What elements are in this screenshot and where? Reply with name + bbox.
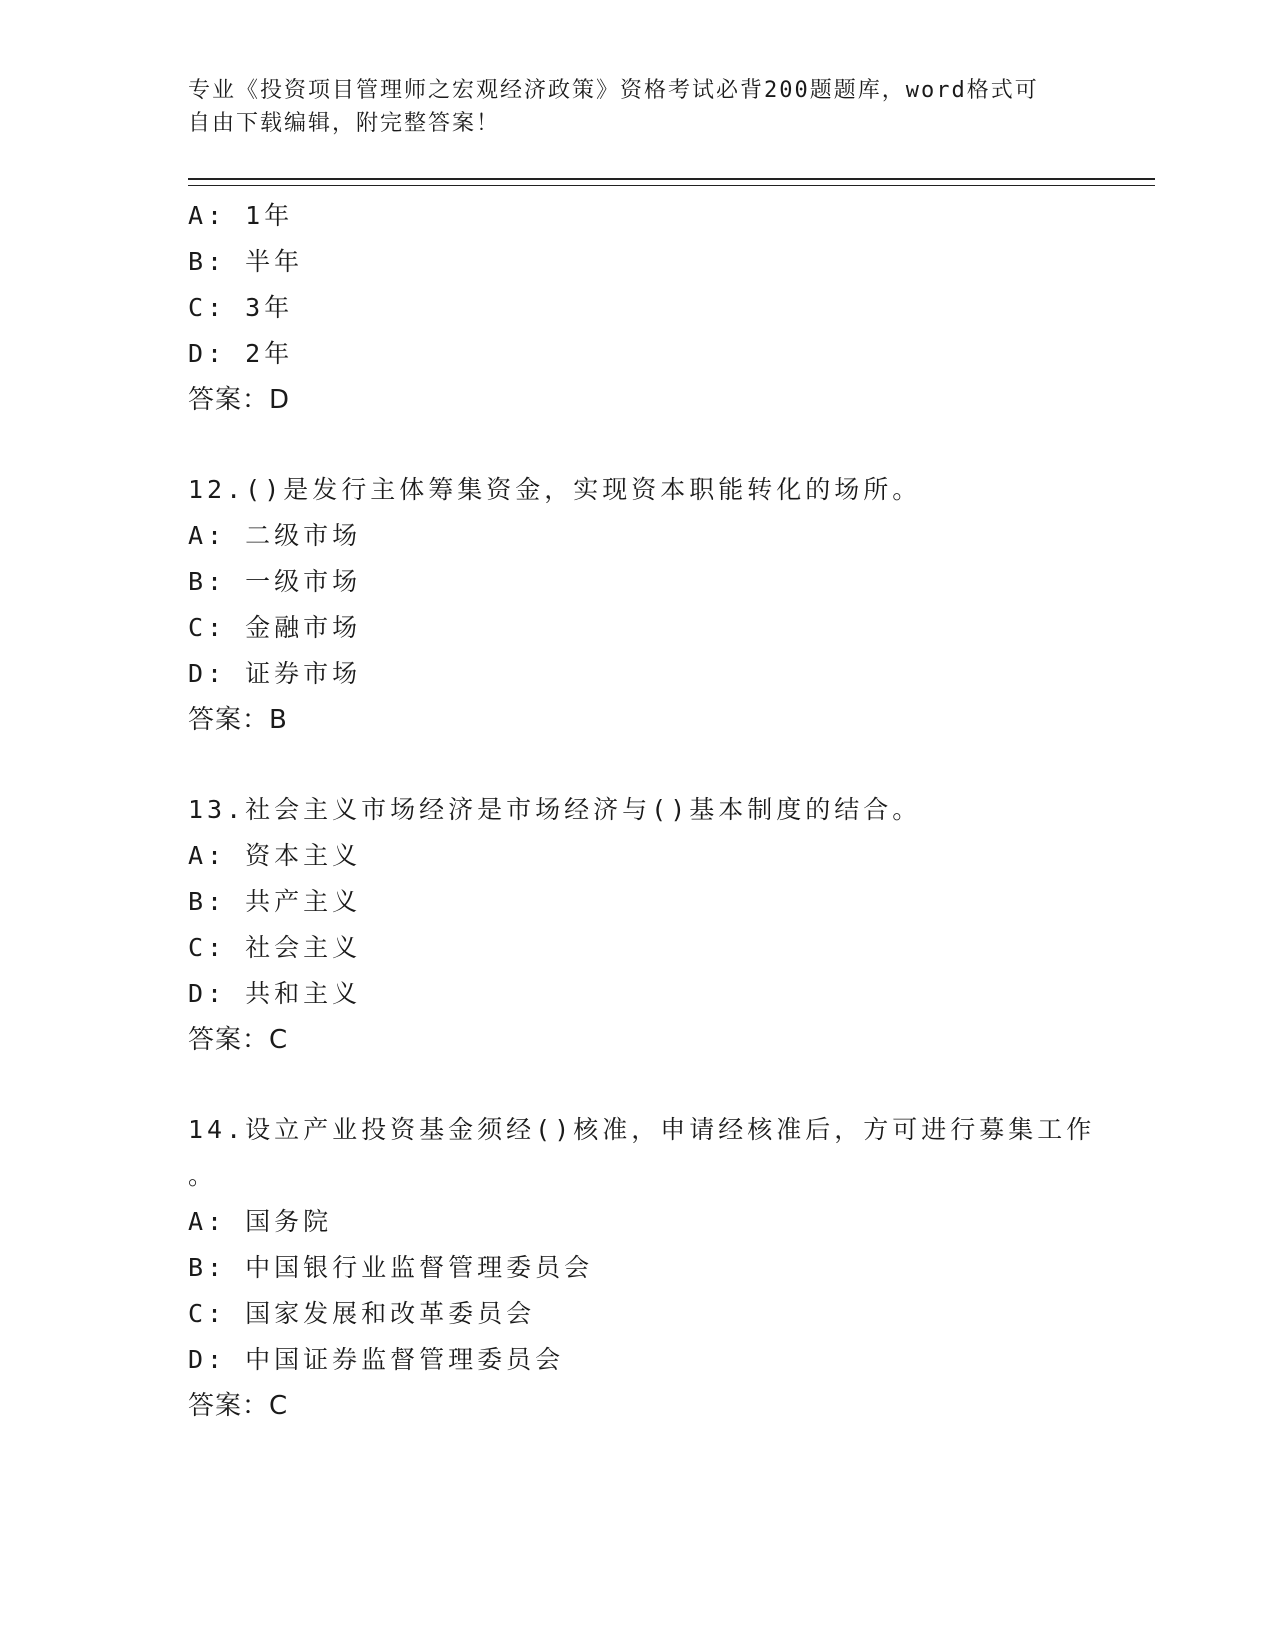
block-spacer bbox=[188, 1063, 1088, 1107]
question-block-12 bbox=[188, 467, 1088, 743]
option-c: C: 3年 bbox=[188, 293, 294, 322]
option-a: A: 1年 bbox=[188, 201, 294, 230]
header-line-1: 专业《投资项目管理师之宏观经济政策》资格考试必背200题题库，word格式可 bbox=[188, 78, 1039, 103]
option-c: C: 社会主义 bbox=[188, 933, 362, 962]
question-list bbox=[188, 193, 1096, 1429]
question-text-line-2: 。 bbox=[188, 1161, 218, 1190]
question-text: 13.社会主义市场经济是市场经济与()基本制度的结合。 bbox=[188, 795, 922, 824]
option-a: A: 国务院 bbox=[188, 1207, 333, 1236]
document-header bbox=[188, 74, 1068, 140]
option-b: B: 半年 bbox=[188, 247, 304, 276]
question-block-13 bbox=[188, 787, 1088, 1063]
option-b: B: 一级市场 bbox=[188, 567, 362, 596]
header-divider bbox=[188, 178, 1155, 186]
question-block-14 bbox=[188, 1107, 1096, 1429]
option-d: D: 2年 bbox=[188, 339, 294, 368]
answer-line: 答案：C bbox=[188, 1025, 289, 1055]
option-a: A: 资本主义 bbox=[188, 841, 362, 870]
option-d: D: 共和主义 bbox=[188, 979, 362, 1008]
answer-line: 答案：C bbox=[188, 1391, 289, 1421]
option-b: B: 共产主义 bbox=[188, 887, 362, 916]
option-d: D: 证券市场 bbox=[188, 659, 362, 688]
option-a: A: 二级市场 bbox=[188, 521, 362, 550]
option-c: C: 国家发展和改革委员会 bbox=[188, 1299, 536, 1328]
question-text: 12.()是发行主体筹集资金，实现资本职能转化的场所。 bbox=[188, 475, 922, 504]
option-d: D: 中国证券监督管理委员会 bbox=[188, 1345, 565, 1374]
answer-line: 答案：B bbox=[188, 705, 288, 735]
option-c: C: 金融市场 bbox=[188, 613, 362, 642]
header-line-2: 自由下载编辑，附完整答案！ bbox=[188, 111, 501, 136]
block-spacer bbox=[188, 743, 1088, 787]
question-block-11 bbox=[188, 193, 1088, 423]
block-spacer bbox=[188, 423, 1088, 467]
question-text-line-1: 14.设立产业投资基金须经()核准，申请经核准后，方可进行募集工作 bbox=[188, 1115, 1096, 1144]
option-b: B: 中国银行业监督管理委员会 bbox=[188, 1253, 594, 1282]
answer-line: 答案：D bbox=[188, 385, 291, 415]
